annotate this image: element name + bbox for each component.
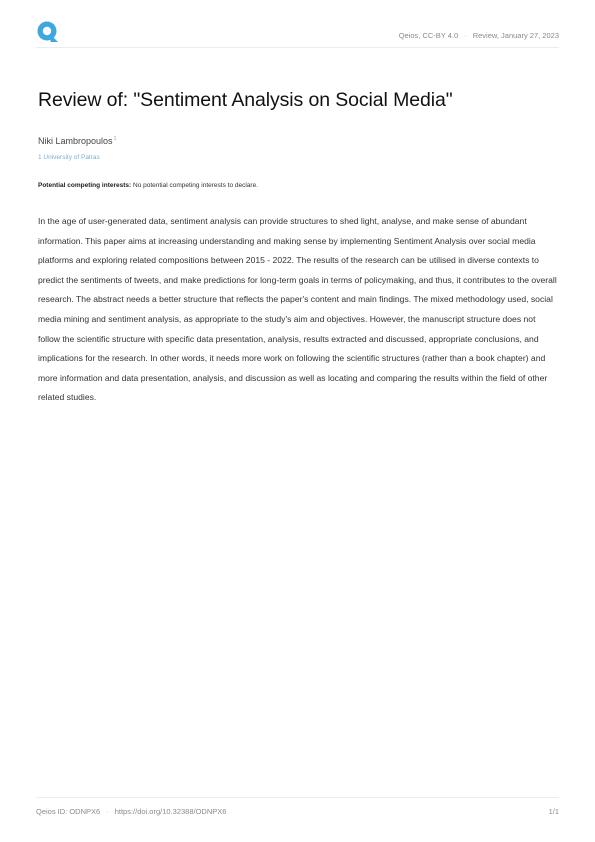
qeios-id: Qeios ID: ODNPX6	[36, 807, 101, 816]
license-text: Qeios, CC-BY 4.0	[398, 31, 459, 40]
affiliation: 1 University of Patras	[38, 154, 100, 161]
header-divider	[36, 47, 559, 48]
header-meta	[399, 31, 559, 40]
doi-link[interactable]: https://doi.org/10.32388/ODNPX6	[114, 807, 227, 816]
qeios-logo-icon	[36, 20, 60, 44]
review-body: In the age of user-generated data, sentiment analysis can provide structures to shed light, analyse, and make sense of abundant information. This paper aims at increasing understanding and making sense by implementing Sentiment Analysis over social media platforms and exploring related compositions between 2015 - 2022. The results of the research can be utilised in diverse contexts to predict the sentiments of tweets, and make predictions for long-term goals in terms of policymaking, and thus, it contributes to the overall research. The abstract needs a better structure that reflects the paper's content and main findings. The mixed methodology used, social media mining and sentiment analysis, as appropriate to the study's aim and objectives. However, the manuscript structure does not follow the scientific structure with specific data presentation, analysis, results extracted and discussed, appropriate conclusions, and implications for the research. In other words, it needs more work on following the scientific structures (rather than a book chapter) and more information and data presentation, analysis, and discussion as well as locating and comparing the results within the field of other related studies.	[38, 216, 557, 403]
footer-separator: ·	[106, 807, 109, 816]
competing-interests-text: No potential competing interests to declare.	[133, 182, 259, 189]
footer-left	[36, 807, 226, 816]
competing-interests-label: Potential competing interests:	[38, 182, 132, 189]
author-affiliation-marker: 1	[113, 136, 117, 142]
review-date: Review, January 27, 2023	[472, 31, 559, 40]
footer-divider	[36, 797, 559, 798]
page-title: Review of: "Sentiment Analysis on Social Media"	[38, 89, 453, 111]
competing-interests	[38, 182, 258, 189]
header-separator: ·	[464, 31, 467, 40]
page-number: 1/1	[548, 807, 559, 816]
author-name[interactable]: Niki Lambropoulos	[38, 136, 113, 146]
author[interactable]	[38, 136, 117, 146]
